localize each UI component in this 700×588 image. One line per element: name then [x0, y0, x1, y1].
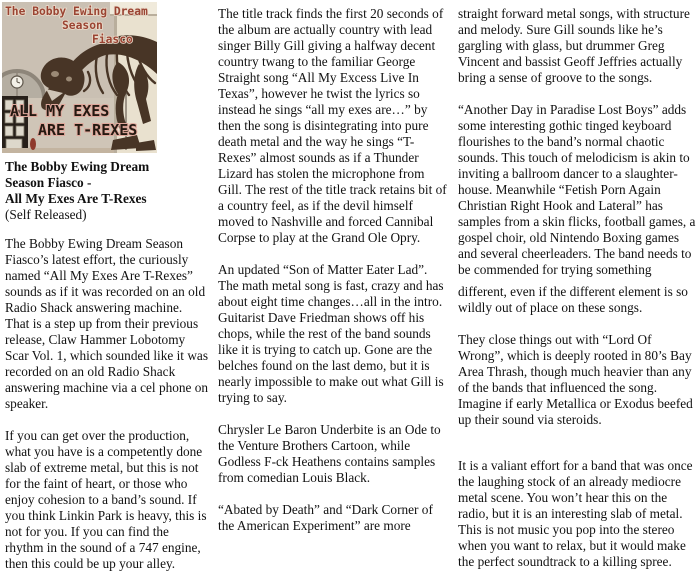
- cover-album-title-line1: ALL MY EXES: [10, 102, 110, 120]
- review-paragraph: An updated “Son of Matter Eater Lad”. The math metal song is fast, crazy and has about eight time changes…all in the intro. Guitarist Dave Friedman shows off his chops, while the rest of the band sounds like it is trying to catch up. Gone are the belches found on the last demo, but it is nearly impossible to make out what Gill is trying to say.: [218, 262, 444, 405]
- cover-album-title-line2: ARE T-REXES: [38, 121, 138, 139]
- cover-band-name-line2: Season: [62, 19, 103, 32]
- review-paragraph: If you can get over the production, what you have is a competently done slab of extreme metal, but this is not for the faint of heart, or those who enjoy cohesion to a band’s sound. If you think Linkin Park is heavy, this is not for you. If you can find the rhythm in the sound of a 747 engine, then this could be up your alley.: [5, 428, 207, 571]
- album-cover: [2, 2, 157, 153]
- review-paragraph: The title track finds the first 20 seconds of the album are actually country with lead singer Billy Gill giving a halfway decent country twang to the familiar George Straight song “All My Excess Live In Texas”, however he twist the lyrics so instead he sings “all my exes are…” by then the song is disintegrating into pure death metal and the way he sings “T-Rexes” almost sounds as if a Thunder Lizard has stolen the microphone from Gill. The rest of the title track retains bit of a country feel, as if the devil himself moved to Nashville and forced Cannibal Corpse to play at the Grand Ole Opry.: [218, 6, 447, 245]
- heading-line-2: Season Fiasco -: [5, 175, 92, 190]
- museum-floor: [2, 148, 114, 153]
- review-paragraph: Chrysler Le Baron Underbite is an Ode to the Venture Brothers Cartoon, while Godless F-ck Heathens contains samples from comedian Louis Black.: [218, 422, 441, 485]
- review-paragraph: They close things out with “Lord Of Wrong”, which is deeply rooted in 80’s Bay Area Thrash, though much heavier than any of the bands that influenced the song. Imagine if early Metallica or Exodus beefed up their sound via steroids.: [458, 332, 693, 427]
- column-1: [5, 159, 209, 588]
- release-label: (Self Released): [5, 207, 87, 222]
- heading-line-1: The Bobby Ewing Dream: [5, 159, 150, 174]
- heading-line-3: All My Exes Are T-Rexes: [5, 191, 147, 206]
- wall-clock: [11, 76, 23, 88]
- review-paragraph: “Another Day in Paradise Lost Boys” adds some interesting gothic tinged keyboard flourishes to the band’s normal chaotic sounds. This touch of melodicism is akin to inviting a ballroom dancer to a slaughter-house. Meanwhile “Fetish Porn Again Christian Right Hook and Lateral” has samples from a skin flicks, football games, a gospel choir, old Nintendo Boxing games and several cheerleaders. The band needs to be commended for trying something: [458, 102, 696, 277]
- column-3: [458, 6, 698, 586]
- cover-band-name-line1: The Bobby Ewing Dream: [5, 5, 148, 18]
- review-paragraph: “Abated by Death” and “Dark Corner of the American Experiment” are more: [218, 502, 433, 533]
- review-paragraph: It is a valiant effort for a band that was once the laughing stock of an already mediocre metal scene. You won’t hear this on the radio, but it is an interesting slab of metal. This is not music you pop into the stereo when you want to relax, but it would make the perfect soundtrack to a killing spree.: [458, 458, 693, 569]
- visitor-figure: [30, 138, 36, 150]
- cover-band-name-line3: Fiasco: [92, 33, 133, 46]
- album-cover-image: [2, 2, 157, 153]
- column-2: [218, 6, 451, 550]
- review-paragraph: straight forward metal songs, with structure and melody. Sure Gill sounds like he’s gargling with glass, but drummer Greg Vincent and bassist Geoff Jeffries actually bring a sense of groove to the songs.: [458, 6, 690, 85]
- album-title-heading: [5, 159, 209, 223]
- review-paragraph: different, even if the different element is so wildly out of place on these songs.: [458, 284, 688, 315]
- review-paragraph: The Bobby Ewing Dream Season Fiasco’s latest effort, the curiously named “All My Exes Are T-Rexes” sounds as if it was recorded on an old Radio Shack answering machine. That is a step up from their previous release, Claw Hammer Lobotomy Scar Vol. 1, which sounded like it was recorded on an old Radio Shack answering machine via a cel phone on speaker.: [5, 236, 209, 411]
